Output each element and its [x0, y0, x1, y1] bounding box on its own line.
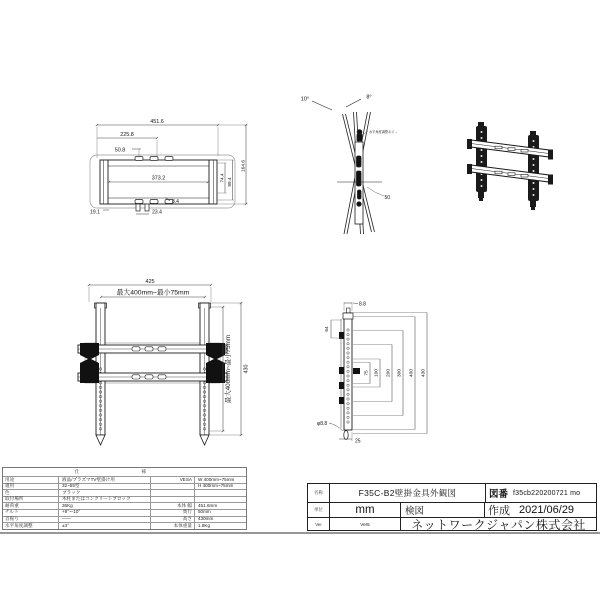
vertical-rail-right [528, 131, 539, 210]
front-main-view [60, 272, 270, 472]
tilt-side-view [285, 82, 410, 242]
created-date: 2021/06/29 [519, 504, 575, 516]
check-label: 検図 [401, 503, 485, 517]
spec-rlabel: 奥行 [150, 510, 194, 516]
dim-h2: 99.4 [227, 177, 233, 187]
spec-value: 32~55型 [58, 484, 150, 490]
spec-label: 取付場所 [5, 496, 24, 502]
spec-rvalue: 1.8Kg [194, 523, 244, 529]
title-block-row-name [308, 484, 596, 502]
spec-table-title [3, 468, 246, 476]
spec-value: ±3° [58, 523, 150, 529]
drawing-number-value: f35cb220200721 mo [513, 489, 581, 497]
dim-slot-offset: 50.8 [114, 147, 126, 154]
dim-width-425: 425 [145, 278, 155, 285]
spec-rlabel: VESA [150, 477, 194, 483]
dim-spacing-430: 430 [421, 368, 427, 378]
dim-spacing-400: 400 [409, 368, 415, 378]
cross-bar-lower [78, 373, 227, 381]
spec-row-kubifuri [3, 516, 246, 523]
spec-label: 用途 [5, 476, 15, 482]
dim-h3: 164.6 [241, 159, 247, 173]
spec-row-tekiyo [3, 483, 246, 490]
dim-spacing-75: 75 [364, 370, 370, 376]
dim-depth-50: 50 [384, 195, 391, 201]
dim-h-range: 最大400mm~最小75mm [116, 289, 190, 297]
dim-spacing-200: 200 [386, 368, 392, 378]
spec-value: 木柱またはコンクリートブロック [58, 497, 150, 503]
spec-value: 36Kg [58, 503, 150, 509]
spec-rlabel: 本体重量 [150, 523, 194, 529]
spec-row-suihei [3, 522, 246, 529]
spec-value: 液晶/プラズマTV壁掛け用 [58, 477, 150, 483]
version-label: Ver [308, 518, 330, 530]
knob-note-label: 水平角度調整ネジ→ [369, 130, 398, 134]
side-main-view [315, 272, 490, 472]
cross-bar-upper [78, 345, 227, 353]
spec-row-iro [3, 489, 246, 496]
spec-rvalue: W 400mm~75mm [194, 477, 244, 483]
spec-rvalue: 451.6mm [194, 503, 244, 509]
spec-rlabel: 高さ [150, 517, 194, 523]
dim-top-offset: 8.8 [359, 301, 366, 308]
spec-rlabel [150, 497, 194, 503]
clamp-right [206, 343, 225, 383]
spec-value: +8°~-10° [58, 510, 150, 516]
sheet-bottom-rule [0, 532, 600, 534]
spec-label: チルト [5, 509, 19, 515]
angle-left-label: 10° [300, 96, 310, 103]
spec-title-left: 仕 [74, 468, 80, 474]
dim-hole-dia: φ8.8 [317, 421, 328, 427]
bracket-profile [337, 130, 382, 224]
drawing-number-label: 図番 [489, 489, 509, 500]
spec-label: 首振り [5, 516, 19, 522]
drawing-title: F35C-B2壁掛金具外観図 [330, 484, 486, 502]
spec-rvalue [194, 497, 244, 503]
dim-b2: 23.4 [152, 209, 162, 216]
created-label: 作成 [488, 505, 510, 517]
dim-total-width: 451.6 [150, 118, 164, 125]
spec-rvalue: 50mm [194, 510, 244, 516]
drawing-number-cell [486, 484, 596, 502]
spec-label: 色 [5, 489, 10, 495]
spec-rlabel: 本体 幅 [150, 503, 194, 509]
tilt-range-lines [312, 99, 375, 234]
dim-spacing-100: 100 [374, 368, 380, 378]
dim-bottom-offset: 25 [355, 438, 361, 445]
spec-value: ブラック [58, 490, 150, 496]
clamp-left [80, 343, 99, 383]
dim-upper-64: 64 [325, 326, 330, 332]
dim-h1: 74.4 [220, 173, 226, 183]
unit-value: mm [330, 503, 401, 517]
spec-table [2, 467, 247, 530]
spec-row-tilt [3, 509, 246, 516]
dim-half-width: 225.8 [120, 131, 134, 138]
spec-rvalue [194, 490, 244, 496]
spec-rvalue: H 400mm~75mm [194, 484, 244, 490]
unit-label: 単位 [308, 503, 330, 517]
dim-b1: 19.1 [90, 209, 100, 216]
spec-title-right: 様 [141, 468, 147, 474]
vertical-rail-left [476, 122, 487, 201]
spec-label: 耐荷重 [5, 502, 19, 508]
version-value: Ver5 [330, 518, 401, 530]
spec-row-taikaju [3, 502, 246, 509]
spec-label: 適用 [5, 483, 15, 489]
spec-value: ―― [58, 517, 150, 523]
spec-row-toritsuke [3, 496, 246, 503]
isometric-view [445, 88, 585, 223]
title-block-row-ver [308, 517, 596, 530]
name-label: 名称 [308, 484, 330, 502]
rail-profile [339, 308, 360, 440]
dim-height-430: 430 [243, 364, 250, 374]
dim-b3: 8.4 [172, 199, 179, 205]
spec-rlabel [150, 490, 194, 496]
spec-row-youto [3, 476, 246, 483]
spec-label: 水平角度調整 [5, 522, 33, 528]
dim-spacing-300: 300 [397, 368, 403, 378]
spec-rlabel [150, 484, 194, 490]
spec-rvalue: 430mm [194, 517, 244, 523]
dim-v-range: 最大400mm~最小75mm [225, 334, 232, 404]
front-detail-view [65, 108, 265, 235]
dimension-lines [88, 284, 243, 436]
dim-inner-width: 373.2 [151, 175, 166, 182]
angle-right-label: 8° [366, 94, 372, 101]
company-name: ネットワークジャパン株式会社 [411, 517, 586, 532]
title-block [307, 483, 597, 531]
